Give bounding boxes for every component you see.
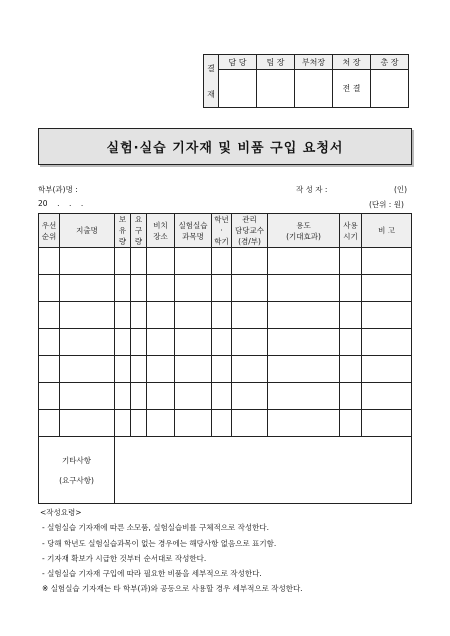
table-cell[interactable] — [232, 248, 268, 275]
table-cell[interactable] — [39, 329, 60, 356]
guide-item: - 실험실습 기자재에 따른 소모품, 실험실습비를 구체적으로 작성한다. — [42, 523, 270, 533]
extra-row — [39, 437, 412, 504]
guide-item: - 당해 학년도 실험실습과목이 없는 경우에는 해당사항 없음으로 표기함. — [42, 538, 277, 548]
column-header-year-semester: 학년 · 학기 — [212, 214, 232, 248]
approval-header: 팀 장 — [257, 55, 295, 70]
table-cell[interactable] — [60, 410, 115, 437]
table-cell[interactable] — [362, 248, 412, 275]
table-cell[interactable] — [147, 248, 175, 275]
unit-label: (단위 : 원) — [369, 200, 404, 209]
table-cell[interactable] — [115, 302, 131, 329]
writing-guide — [40, 505, 303, 597]
table-cell[interactable] — [60, 329, 115, 356]
table-cell[interactable] — [232, 302, 268, 329]
table-cell[interactable] — [131, 329, 147, 356]
table-cell[interactable] — [232, 356, 268, 383]
table-cell[interactable] — [340, 329, 362, 356]
column-header-owned-qty: 보 유 량 — [115, 214, 131, 248]
table-cell[interactable] — [115, 248, 131, 275]
column-header-course: 실험실습 과목명 — [175, 214, 212, 248]
table-cell[interactable] — [115, 410, 131, 437]
table-cell[interactable] — [131, 302, 147, 329]
table-cell[interactable] — [147, 383, 175, 410]
table-cell[interactable] — [212, 302, 232, 329]
table-cell[interactable] — [340, 410, 362, 437]
table-cell[interactable] — [147, 329, 175, 356]
approval-sign-cell[interactable] — [371, 70, 409, 108]
table-cell[interactable] — [212, 248, 232, 275]
table-cell[interactable] — [340, 248, 362, 275]
approval-sign-cell[interactable] — [257, 70, 295, 108]
table-cell[interactable] — [39, 383, 60, 410]
table-header-row — [39, 214, 412, 248]
table-cell[interactable] — [362, 302, 412, 329]
table-cell[interactable] — [212, 356, 232, 383]
approval-header: 처 장 — [333, 55, 371, 70]
table-cell[interactable] — [39, 302, 60, 329]
table-cell[interactable] — [115, 383, 131, 410]
table-cell[interactable] — [340, 383, 362, 410]
writer-label: 작 성 자 : — [296, 185, 328, 194]
table-cell[interactable] — [175, 356, 212, 383]
table-cell[interactable] — [362, 383, 412, 410]
dept-label: 학부(과)명 : — [38, 185, 78, 194]
table-cell[interactable] — [131, 356, 147, 383]
table-cell[interactable] — [212, 329, 232, 356]
approval-header: 부처장 — [295, 55, 333, 70]
approval-sign-cell[interactable]: 전 결 — [333, 70, 371, 108]
table-cell[interactable] — [131, 383, 147, 410]
table-row — [39, 275, 412, 302]
table-cell[interactable] — [212, 275, 232, 302]
approval-side-label: 결 재 — [204, 55, 219, 108]
extra-content-cell[interactable] — [115, 437, 412, 504]
approval-sign-cell[interactable] — [219, 70, 257, 108]
request-table — [38, 213, 412, 504]
table-cell[interactable] — [131, 275, 147, 302]
table-row — [39, 329, 412, 356]
table-cell[interactable] — [268, 329, 340, 356]
table-cell[interactable] — [60, 356, 115, 383]
table-cell[interactable] — [60, 383, 115, 410]
table-cell[interactable] — [268, 275, 340, 302]
table-row — [39, 356, 412, 383]
table-cell[interactable] — [175, 329, 212, 356]
table-cell[interactable] — [39, 248, 60, 275]
approval-header: 담 당 — [219, 55, 257, 70]
table-cell[interactable] — [268, 356, 340, 383]
table-cell[interactable] — [340, 275, 362, 302]
column-header-requested-qty: 요 구 량 — [131, 214, 147, 248]
table-cell[interactable] — [60, 302, 115, 329]
table-cell[interactable] — [115, 275, 131, 302]
table-cell[interactable] — [175, 410, 212, 437]
table-cell[interactable] — [175, 248, 212, 275]
column-header-purpose: 용도 (기대효과) — [268, 214, 340, 248]
approval-box — [203, 54, 409, 108]
seal-label: (인) — [394, 185, 408, 194]
table-cell[interactable] — [175, 302, 212, 329]
table-cell[interactable] — [131, 248, 147, 275]
column-header-item-name: 지출명 — [60, 214, 115, 248]
table-cell[interactable] — [60, 248, 115, 275]
table-cell[interactable] — [268, 410, 340, 437]
table-row — [39, 383, 412, 410]
table-cell[interactable] — [60, 275, 115, 302]
table-cell[interactable] — [175, 383, 212, 410]
table-cell[interactable] — [147, 302, 175, 329]
table-cell[interactable] — [131, 410, 147, 437]
table-cell[interactable] — [115, 329, 131, 356]
table-cell[interactable] — [232, 410, 268, 437]
table-row — [39, 302, 412, 329]
table-cell[interactable] — [39, 410, 60, 437]
table-row — [39, 410, 412, 437]
table-row — [39, 248, 412, 275]
table-cell[interactable] — [268, 248, 340, 275]
table-cell[interactable] — [362, 329, 412, 356]
column-header-remarks: 비 고 — [362, 214, 412, 248]
table-cell[interactable] — [268, 302, 340, 329]
guide-item: ※ 실험실습 기자재는 타 학부(과)와 공동으로 사용할 경우 세부적으로 작성한다. — [42, 584, 303, 594]
column-header-priority: 우선 순위 — [39, 214, 60, 248]
table-cell[interactable] — [232, 275, 268, 302]
document-title: 실험·실습 기자재 및 비품 구입 요청서 — [38, 128, 412, 165]
guide-item: - 기자재 확보가 시급한 것부터 순서대로 작성한다. — [42, 553, 207, 563]
table-cell[interactable] — [232, 329, 268, 356]
table-cell[interactable] — [115, 356, 131, 383]
table-cell[interactable] — [39, 356, 60, 383]
table-cell[interactable] — [340, 302, 362, 329]
table-cell[interactable] — [147, 275, 175, 302]
table-cell[interactable] — [39, 275, 60, 302]
table-cell[interactable] — [212, 410, 232, 437]
table-cell[interactable] — [175, 275, 212, 302]
table-cell[interactable] — [268, 383, 340, 410]
approval-sign-cell[interactable] — [295, 70, 333, 108]
column-header-professor: 관리 담당교수 (겸/부) — [232, 214, 268, 248]
table-cell[interactable] — [232, 383, 268, 410]
table-cell[interactable] — [362, 356, 412, 383]
table-cell[interactable] — [147, 356, 175, 383]
date-label: 20 . . . — [38, 199, 84, 208]
approval-header: 총 장 — [371, 55, 409, 70]
table-cell[interactable] — [362, 275, 412, 302]
guide-item: - 실험실습 기자재 구입에 따라 필요한 비품을 세부적으로 작성한다. — [42, 569, 262, 579]
table-cell[interactable] — [362, 410, 412, 437]
column-header-location: 비치 장소 — [147, 214, 175, 248]
guide-title: <작성요령> — [40, 508, 82, 517]
extra-label: 기타사항 (요구사항) — [39, 437, 115, 504]
table-cell[interactable] — [212, 383, 232, 410]
column-header-usage-period: 사용 시기 — [340, 214, 362, 248]
table-cell[interactable] — [340, 356, 362, 383]
table-cell[interactable] — [147, 410, 175, 437]
